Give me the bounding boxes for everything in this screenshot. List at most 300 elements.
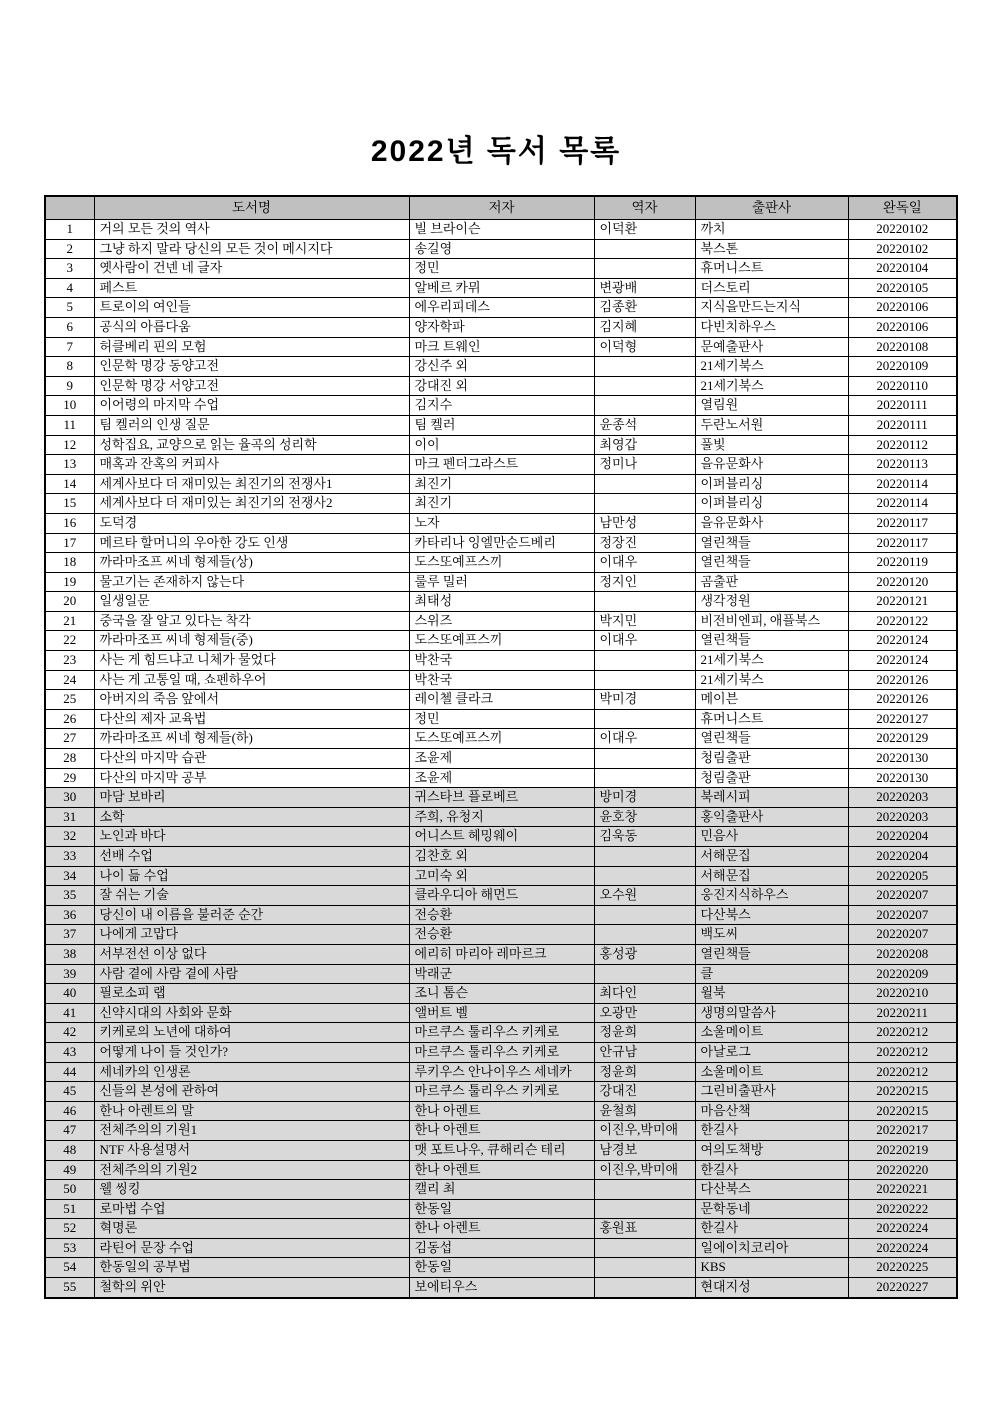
cell-date: 20220220 bbox=[848, 1160, 957, 1180]
table-row bbox=[45, 905, 957, 925]
cell-title: 나이 듦 수업 bbox=[94, 866, 409, 886]
table-row bbox=[45, 435, 957, 455]
cell-title: 까라마조프 씨네 형제들(상) bbox=[94, 553, 409, 573]
cell-publisher: 청림출판 bbox=[695, 749, 848, 769]
cell-no: 6 bbox=[45, 317, 94, 337]
cell-date: 20220112 bbox=[848, 435, 957, 455]
cell-no: 40 bbox=[45, 984, 94, 1004]
cell-no: 33 bbox=[45, 847, 94, 867]
cell-translator: 이덕환 bbox=[594, 220, 695, 240]
table-row bbox=[45, 592, 957, 612]
cell-author: 귀스타브 플로베르 bbox=[409, 788, 594, 808]
cell-publisher: 생각정원 bbox=[695, 592, 848, 612]
cell-title: 전체주의의 기원1 bbox=[94, 1121, 409, 1141]
cell-publisher: 다산북스 bbox=[695, 1180, 848, 1200]
table-row bbox=[45, 317, 957, 337]
cell-translator: 변광배 bbox=[594, 278, 695, 298]
column-header-title: 도서명 bbox=[94, 196, 409, 220]
cell-date: 20220224 bbox=[848, 1219, 957, 1239]
cell-publisher: 마음산책 bbox=[695, 1101, 848, 1121]
cell-date: 20220120 bbox=[848, 572, 957, 592]
cell-publisher: 21세기북스 bbox=[695, 357, 848, 377]
cell-no: 32 bbox=[45, 827, 94, 847]
cell-date: 20220210 bbox=[848, 984, 957, 1004]
table-row bbox=[45, 886, 957, 906]
cell-no: 20 bbox=[45, 592, 94, 612]
cell-translator bbox=[594, 592, 695, 612]
table-row bbox=[45, 1003, 957, 1023]
table-row bbox=[45, 651, 957, 671]
cell-no: 54 bbox=[45, 1258, 94, 1278]
cell-author: 에우리피데스 bbox=[409, 298, 594, 318]
table-row bbox=[45, 847, 957, 867]
cell-title: 매혹과 잔혹의 커피사 bbox=[94, 455, 409, 475]
cell-publisher: 아날로그 bbox=[695, 1042, 848, 1062]
cell-no: 28 bbox=[45, 749, 94, 769]
cell-translator: 오광만 bbox=[594, 1003, 695, 1023]
cell-publisher: 21세기북스 bbox=[695, 651, 848, 671]
cell-date: 20220126 bbox=[848, 670, 957, 690]
cell-no: 35 bbox=[45, 886, 94, 906]
cell-author: 정민 bbox=[409, 709, 594, 729]
cell-no: 34 bbox=[45, 866, 94, 886]
cell-title: 신들의 본성에 관하여 bbox=[94, 1082, 409, 1102]
table-row bbox=[45, 1042, 957, 1062]
cell-translator: 김지혜 bbox=[594, 317, 695, 337]
column-header-date: 완독일 bbox=[848, 196, 957, 220]
table-row bbox=[45, 925, 957, 945]
cell-publisher: 서해문집 bbox=[695, 847, 848, 867]
cell-no: 3 bbox=[45, 259, 94, 279]
cell-no: 11 bbox=[45, 415, 94, 435]
cell-no: 41 bbox=[45, 1003, 94, 1023]
cell-publisher: 메이븐 bbox=[695, 690, 848, 710]
cell-title: 일생일문 bbox=[94, 592, 409, 612]
cell-no: 5 bbox=[45, 298, 94, 318]
cell-title: 나에게 고맙다 bbox=[94, 925, 409, 945]
cell-no: 36 bbox=[45, 905, 94, 925]
cell-no: 26 bbox=[45, 709, 94, 729]
cell-publisher: 풀빛 bbox=[695, 435, 848, 455]
cell-publisher: 백도씨 bbox=[695, 925, 848, 945]
cell-title: 당신이 내 이름을 불러준 순간 bbox=[94, 905, 409, 925]
cell-no: 23 bbox=[45, 651, 94, 671]
cell-author: 캘리 최 bbox=[409, 1180, 594, 1200]
cell-date: 20220211 bbox=[848, 1003, 957, 1023]
cell-translator: 남경보 bbox=[594, 1140, 695, 1160]
cell-date: 20220124 bbox=[848, 651, 957, 671]
table-row bbox=[45, 1199, 957, 1219]
cell-translator bbox=[594, 651, 695, 671]
cell-no: 43 bbox=[45, 1042, 94, 1062]
cell-translator: 정윤희 bbox=[594, 1062, 695, 1082]
cell-author: 에리히 마리아 레마르크 bbox=[409, 944, 594, 964]
cell-title: 신약시대의 사회와 문화 bbox=[94, 1003, 409, 1023]
cell-title: 메르타 할머니의 우아한 강도 인생 bbox=[94, 533, 409, 553]
cell-translator bbox=[594, 866, 695, 886]
cell-no: 39 bbox=[45, 964, 94, 984]
cell-publisher: 다빈치하우스 bbox=[695, 317, 848, 337]
table-row bbox=[45, 690, 957, 710]
cell-author: 강대진 외 bbox=[409, 376, 594, 396]
cell-date: 20220129 bbox=[848, 729, 957, 749]
cell-title: 세네카의 인생론 bbox=[94, 1062, 409, 1082]
cell-title: 서부전선 이상 없다 bbox=[94, 944, 409, 964]
cell-title: 공식의 아름다움 bbox=[94, 317, 409, 337]
cell-publisher: 비전비엔피, 애플북스 bbox=[695, 611, 848, 631]
table-row bbox=[45, 357, 957, 377]
cell-date: 20220207 bbox=[848, 905, 957, 925]
cell-author: 고미숙 외 bbox=[409, 866, 594, 886]
cell-title: 키케로의 노년에 대하여 bbox=[94, 1023, 409, 1043]
cell-publisher: 한길사 bbox=[695, 1121, 848, 1141]
cell-no: 31 bbox=[45, 807, 94, 827]
table-row bbox=[45, 611, 957, 631]
cell-no: 13 bbox=[45, 455, 94, 475]
table-row bbox=[45, 964, 957, 984]
cell-translator bbox=[594, 709, 695, 729]
cell-title: 까라마조프 씨네 형제들(하) bbox=[94, 729, 409, 749]
cell-no: 12 bbox=[45, 435, 94, 455]
cell-title: 이어령의 마지막 수업 bbox=[94, 396, 409, 416]
cell-date: 20220212 bbox=[848, 1023, 957, 1043]
cell-translator: 정장진 bbox=[594, 533, 695, 553]
table-row bbox=[45, 807, 957, 827]
cell-publisher: 현대지성 bbox=[695, 1278, 848, 1298]
table-row bbox=[45, 298, 957, 318]
cell-translator: 김종환 bbox=[594, 298, 695, 318]
table-row bbox=[45, 729, 957, 749]
cell-translator: 이진우,박미애 bbox=[594, 1160, 695, 1180]
cell-author: 빌 브라이슨 bbox=[409, 220, 594, 240]
cell-title: 도덕경 bbox=[94, 513, 409, 533]
cell-publisher: 열린책들 bbox=[695, 533, 848, 553]
cell-translator: 윤철희 bbox=[594, 1101, 695, 1121]
cell-title: 소학 bbox=[94, 807, 409, 827]
cell-date: 20220212 bbox=[848, 1062, 957, 1082]
cell-no: 37 bbox=[45, 925, 94, 945]
cell-no: 29 bbox=[45, 768, 94, 788]
cell-publisher: 열린책들 bbox=[695, 944, 848, 964]
cell-author: 알베르 카뮈 bbox=[409, 278, 594, 298]
cell-date: 20220114 bbox=[848, 494, 957, 514]
cell-author: 한나 아렌트 bbox=[409, 1160, 594, 1180]
cell-title: 사람 곁에 사람 곁에 사람 bbox=[94, 964, 409, 984]
cell-translator bbox=[594, 925, 695, 945]
cell-translator bbox=[594, 1278, 695, 1298]
cell-title: 사는 게 고통일 때, 쇼펜하우어 bbox=[94, 670, 409, 690]
cell-publisher: 소울메이트 bbox=[695, 1062, 848, 1082]
cell-publisher: 문학동네 bbox=[695, 1199, 848, 1219]
table-row bbox=[45, 788, 957, 808]
cell-author: 이이 bbox=[409, 435, 594, 455]
cell-title: 필로소피 랩 bbox=[94, 984, 409, 1004]
cell-no: 30 bbox=[45, 788, 94, 808]
cell-no: 53 bbox=[45, 1238, 94, 1258]
cell-no: 8 bbox=[45, 357, 94, 377]
cell-title: 세계사보다 더 재미있는 최진기의 전쟁사2 bbox=[94, 494, 409, 514]
cell-translator: 홍성광 bbox=[594, 944, 695, 964]
cell-translator: 방미경 bbox=[594, 788, 695, 808]
cell-title: 다산의 마지막 습관 bbox=[94, 749, 409, 769]
cell-author: 김동섭 bbox=[409, 1238, 594, 1258]
cell-translator bbox=[594, 964, 695, 984]
table-row bbox=[45, 553, 957, 573]
cell-translator bbox=[594, 749, 695, 769]
cell-author: 조윤제 bbox=[409, 768, 594, 788]
cell-translator bbox=[594, 1258, 695, 1278]
cell-date: 20220225 bbox=[848, 1258, 957, 1278]
cell-author: 박찬국 bbox=[409, 651, 594, 671]
cell-date: 20220126 bbox=[848, 690, 957, 710]
cell-author: 도스또예프스끼 bbox=[409, 631, 594, 651]
cell-author: 한나 아렌트 bbox=[409, 1101, 594, 1121]
cell-author: 보에티우스 bbox=[409, 1278, 594, 1298]
cell-publisher: 21세기북스 bbox=[695, 376, 848, 396]
cell-translator bbox=[594, 905, 695, 925]
table-row bbox=[45, 709, 957, 729]
cell-no: 25 bbox=[45, 690, 94, 710]
table-row bbox=[45, 1121, 957, 1141]
cell-publisher: 휴머니스트 bbox=[695, 259, 848, 279]
cell-date: 20220227 bbox=[848, 1278, 957, 1298]
cell-publisher: 북스톤 bbox=[695, 239, 848, 259]
table-row bbox=[45, 1082, 957, 1102]
cell-title: 한동일의 공부법 bbox=[94, 1258, 409, 1278]
cell-no: 2 bbox=[45, 239, 94, 259]
cell-date: 20220224 bbox=[848, 1238, 957, 1258]
table-row bbox=[45, 1023, 957, 1043]
cell-no: 46 bbox=[45, 1101, 94, 1121]
cell-publisher: 더스토리 bbox=[695, 278, 848, 298]
cell-title: 그냥 하지 말라 당신의 모든 것이 메시지다 bbox=[94, 239, 409, 259]
cell-author: 스위즈 bbox=[409, 611, 594, 631]
cell-publisher: 이퍼블리싱 bbox=[695, 494, 848, 514]
cell-translator bbox=[594, 376, 695, 396]
table-row bbox=[45, 1180, 957, 1200]
cell-no: 44 bbox=[45, 1062, 94, 1082]
cell-no: 51 bbox=[45, 1199, 94, 1219]
cell-no: 22 bbox=[45, 631, 94, 651]
cell-translator: 이덕형 bbox=[594, 337, 695, 357]
cell-no: 7 bbox=[45, 337, 94, 357]
table-row bbox=[45, 1160, 957, 1180]
cell-date: 20220208 bbox=[848, 944, 957, 964]
cell-title: 인문학 명강 동양고전 bbox=[94, 357, 409, 377]
cell-author: 양자학파 bbox=[409, 317, 594, 337]
cell-author: 어니스트 헤밍웨이 bbox=[409, 827, 594, 847]
cell-date: 20220203 bbox=[848, 788, 957, 808]
cell-publisher: 열린책들 bbox=[695, 631, 848, 651]
table-row bbox=[45, 376, 957, 396]
cell-author: 한동일 bbox=[409, 1199, 594, 1219]
cell-date: 20220119 bbox=[848, 553, 957, 573]
cell-translator: 정지인 bbox=[594, 572, 695, 592]
table-row bbox=[45, 396, 957, 416]
cell-author: 마르쿠스 툴리우스 키케로 bbox=[409, 1082, 594, 1102]
cell-translator: 이대우 bbox=[594, 729, 695, 749]
cell-title: 옛사람이 건넨 네 글자 bbox=[94, 259, 409, 279]
cell-date: 20220127 bbox=[848, 709, 957, 729]
cell-date: 20220212 bbox=[848, 1042, 957, 1062]
cell-translator: 최다인 bbox=[594, 984, 695, 1004]
cell-translator: 김욱동 bbox=[594, 827, 695, 847]
cell-title: 인문학 명강 서양고전 bbox=[94, 376, 409, 396]
cell-date: 20220111 bbox=[848, 396, 957, 416]
cell-author: 한나 아렌트 bbox=[409, 1219, 594, 1239]
cell-translator bbox=[594, 1180, 695, 1200]
cell-title: 웰 씽킹 bbox=[94, 1180, 409, 1200]
cell-title: 까라마조프 씨네 형제들(중) bbox=[94, 631, 409, 651]
cell-author: 조니 톰슨 bbox=[409, 984, 594, 1004]
cell-author: 김찬호 외 bbox=[409, 847, 594, 867]
cell-author: 팀 켈러 bbox=[409, 415, 594, 435]
cell-date: 20220207 bbox=[848, 886, 957, 906]
cell-date: 20220121 bbox=[848, 592, 957, 612]
table-row bbox=[45, 572, 957, 592]
table-row bbox=[45, 455, 957, 475]
cell-author: 카타리나 잉엘만순드베리 bbox=[409, 533, 594, 553]
cell-translator: 정윤희 bbox=[594, 1023, 695, 1043]
table-row bbox=[45, 533, 957, 553]
cell-date: 20220130 bbox=[848, 768, 957, 788]
table-row bbox=[45, 415, 957, 435]
cell-author: 조윤제 bbox=[409, 749, 594, 769]
cell-publisher: 한길사 bbox=[695, 1160, 848, 1180]
cell-date: 20220105 bbox=[848, 278, 957, 298]
cell-author: 클라우디아 해먼드 bbox=[409, 886, 594, 906]
column-header-author: 저자 bbox=[409, 196, 594, 220]
cell-title: NTF 사용설명서 bbox=[94, 1140, 409, 1160]
cell-title: 노인과 바다 bbox=[94, 827, 409, 847]
cell-publisher: 소울메이트 bbox=[695, 1023, 848, 1043]
cell-date: 20220215 bbox=[848, 1101, 957, 1121]
cell-publisher: 휴머니스트 bbox=[695, 709, 848, 729]
table-row bbox=[45, 1238, 957, 1258]
cell-date: 20220104 bbox=[848, 259, 957, 279]
cell-author: 마르쿠스 툴리우스 키케로 bbox=[409, 1023, 594, 1043]
cell-translator bbox=[594, 1199, 695, 1219]
page-title: 2022년 독서 목록 bbox=[370, 135, 622, 168]
cell-publisher: 곰출판 bbox=[695, 572, 848, 592]
cell-no: 1 bbox=[45, 220, 94, 240]
cell-no: 19 bbox=[45, 572, 94, 592]
cell-publisher: 을유문화사 bbox=[695, 513, 848, 533]
cell-title: 트로이의 여인들 bbox=[94, 298, 409, 318]
cell-no: 21 bbox=[45, 611, 94, 631]
cell-translator: 안규남 bbox=[594, 1042, 695, 1062]
cell-date: 20220110 bbox=[848, 376, 957, 396]
cell-date: 20220217 bbox=[848, 1121, 957, 1141]
cell-date: 20220111 bbox=[848, 415, 957, 435]
cell-author: 마르쿠스 툴리우스 키케로 bbox=[409, 1042, 594, 1062]
table-row bbox=[45, 494, 957, 514]
cell-no: 24 bbox=[45, 670, 94, 690]
cell-publisher: 이퍼블리싱 bbox=[695, 474, 848, 494]
cell-author: 정민 bbox=[409, 259, 594, 279]
cell-title: 사는 게 힘드냐고 니체가 물었다 bbox=[94, 651, 409, 671]
table-header-row bbox=[45, 196, 957, 220]
cell-title: 로마법 수업 bbox=[94, 1199, 409, 1219]
table-row bbox=[45, 239, 957, 259]
cell-author: 송길영 bbox=[409, 239, 594, 259]
cell-publisher: 한길사 bbox=[695, 1219, 848, 1239]
cell-title: 팀 켈러의 인생 질문 bbox=[94, 415, 409, 435]
cell-translator: 이진우,박미애 bbox=[594, 1121, 695, 1141]
cell-no: 16 bbox=[45, 513, 94, 533]
cell-translator bbox=[594, 357, 695, 377]
cell-title: 선배 수업 bbox=[94, 847, 409, 867]
cell-date: 20220215 bbox=[848, 1082, 957, 1102]
cell-translator: 이대우 bbox=[594, 631, 695, 651]
cell-no: 49 bbox=[45, 1160, 94, 1180]
cell-publisher: 서해문집 bbox=[695, 866, 848, 886]
cell-publisher: 북레시피 bbox=[695, 788, 848, 808]
cell-translator bbox=[594, 847, 695, 867]
cell-no: 15 bbox=[45, 494, 94, 514]
table-row bbox=[45, 866, 957, 886]
cell-author: 루키우스 안나이우스 세네카 bbox=[409, 1062, 594, 1082]
cell-translator: 홍원표 bbox=[594, 1219, 695, 1239]
table-row bbox=[45, 1258, 957, 1278]
cell-no: 42 bbox=[45, 1023, 94, 1043]
cell-title: 다산의 제자 교육법 bbox=[94, 709, 409, 729]
cell-date: 20220221 bbox=[848, 1180, 957, 1200]
cell-title: 성학집요, 교양으로 읽는 율곡의 성리학 bbox=[94, 435, 409, 455]
cell-publisher: 클 bbox=[695, 964, 848, 984]
cell-author: 전승환 bbox=[409, 905, 594, 925]
cell-date: 20220106 bbox=[848, 317, 957, 337]
cell-author: 최태성 bbox=[409, 592, 594, 612]
cell-no: 52 bbox=[45, 1219, 94, 1239]
cell-translator: 오수원 bbox=[594, 886, 695, 906]
cell-no: 17 bbox=[45, 533, 94, 553]
cell-translator: 윤호창 bbox=[594, 807, 695, 827]
table-row bbox=[45, 670, 957, 690]
cell-author: 맷 포트나우, 큐해리슨 테리 bbox=[409, 1140, 594, 1160]
cell-date: 20220102 bbox=[848, 239, 957, 259]
cell-no: 27 bbox=[45, 729, 94, 749]
cell-date: 20220219 bbox=[848, 1140, 957, 1160]
table-row bbox=[45, 749, 957, 769]
cell-date: 20220222 bbox=[848, 1199, 957, 1219]
cell-translator bbox=[594, 239, 695, 259]
cell-author: 한나 아렌트 bbox=[409, 1121, 594, 1141]
cell-date: 20220113 bbox=[848, 455, 957, 475]
cell-publisher: 을유문화사 bbox=[695, 455, 848, 475]
cell-date: 20220108 bbox=[848, 337, 957, 357]
cell-title: 허클베리 핀의 모험 bbox=[94, 337, 409, 357]
cell-title: 세계사보다 더 재미있는 최진기의 전쟁사1 bbox=[94, 474, 409, 494]
cell-translator: 최영갑 bbox=[594, 435, 695, 455]
cell-date: 20220106 bbox=[848, 298, 957, 318]
table-row bbox=[45, 1140, 957, 1160]
table-row bbox=[45, 1101, 957, 1121]
table-row bbox=[45, 984, 957, 1004]
column-header-translator: 역자 bbox=[594, 196, 695, 220]
cell-author: 김지수 bbox=[409, 396, 594, 416]
cell-publisher: 여의도책방 bbox=[695, 1140, 848, 1160]
cell-no: 38 bbox=[45, 944, 94, 964]
cell-date: 20220204 bbox=[848, 847, 957, 867]
cell-publisher: 윌북 bbox=[695, 984, 848, 1004]
table-row bbox=[45, 278, 957, 298]
cell-date: 20220114 bbox=[848, 474, 957, 494]
cell-publisher: KBS bbox=[695, 1258, 848, 1278]
cell-translator bbox=[594, 768, 695, 788]
cell-author: 전승환 bbox=[409, 925, 594, 945]
cell-no: 50 bbox=[45, 1180, 94, 1200]
